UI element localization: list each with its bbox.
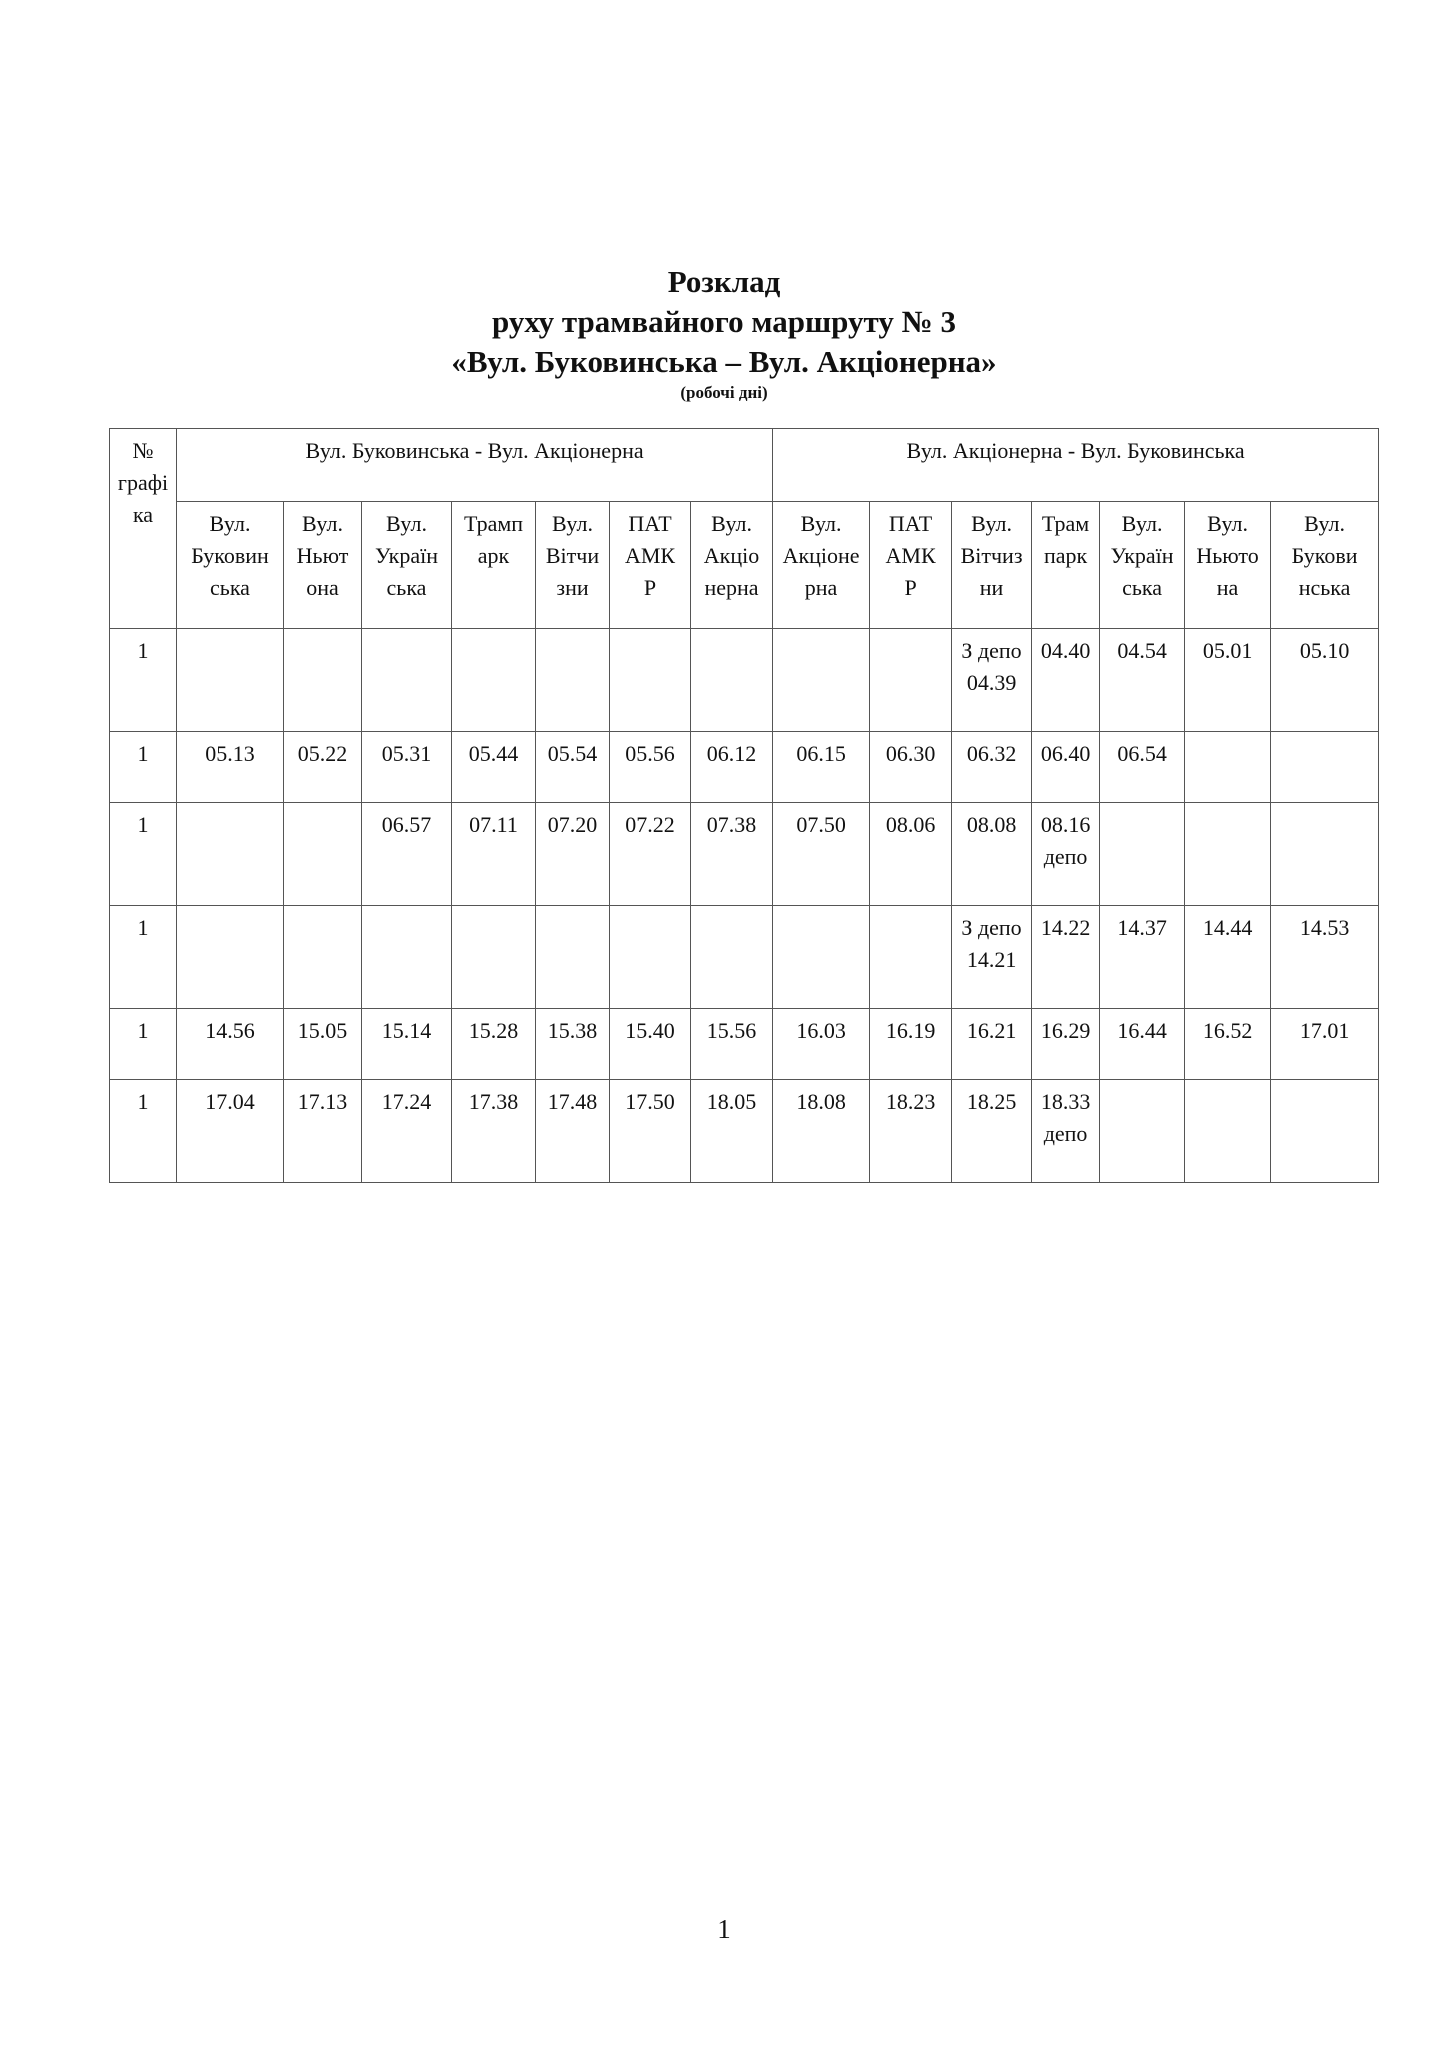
stop-name-line: ни: [979, 575, 1004, 600]
time-cell: 06.57: [362, 803, 452, 906]
time-cell: 17.38: [452, 1080, 536, 1183]
schedule-number-cell: 1: [110, 629, 177, 732]
time-cell: 16.29: [1032, 1009, 1100, 1080]
header-line: графі: [117, 470, 169, 495]
stop-name-line: ПАТ: [888, 511, 933, 536]
time-cell: [177, 803, 284, 906]
direction2-stop-header: [1100, 502, 1185, 629]
time-cell: [773, 906, 870, 1009]
stop-name-line: Вул.: [800, 511, 842, 536]
stop-name-line: Вул.: [1304, 511, 1346, 536]
time-cell: 16.19: [870, 1009, 952, 1080]
time-cell: 14.44: [1185, 906, 1271, 1009]
stop-name-line: Вул.: [711, 511, 752, 536]
time-cell: 05.10: [1271, 629, 1379, 732]
stop-name-line: Ньюто: [1196, 543, 1259, 568]
time-cell-line: депо: [1043, 844, 1088, 869]
time-cell: [177, 629, 284, 732]
time-cell: 05.31: [362, 732, 452, 803]
stop-name-line: рна: [804, 575, 838, 600]
time-cell: [870, 629, 952, 732]
page-number: 1: [717, 1914, 731, 1944]
time-cell: 04.54: [1100, 629, 1185, 732]
stop-name-line: Вул.: [1121, 511, 1163, 536]
direction1-stop-header: [691, 502, 773, 629]
direction1-stop-header: [284, 502, 362, 629]
time-cell: 17.13: [284, 1080, 362, 1183]
time-cell: [1032, 1080, 1100, 1183]
time-cell: 17.01: [1271, 1009, 1379, 1080]
time-cell: 16.52: [1185, 1009, 1271, 1080]
time-cell: 17.48: [536, 1080, 610, 1183]
time-cell: 05.56: [610, 732, 691, 803]
stop-name-line: она: [306, 575, 339, 600]
direction1-stop-header: [610, 502, 691, 629]
stop-name-line: Акціоне: [782, 543, 860, 568]
stop-name-line: Україн: [1110, 543, 1174, 568]
time-cell: [536, 629, 610, 732]
time-cell: 08.06: [870, 803, 952, 906]
time-cell: 15.38: [536, 1009, 610, 1080]
time-cell: [870, 906, 952, 1009]
stop-name-line: Букови: [1291, 543, 1358, 568]
stop-name-line: Р: [643, 575, 657, 600]
time-cell: [1271, 803, 1379, 906]
time-cell: [1032, 803, 1100, 906]
time-cell: 17.50: [610, 1080, 691, 1183]
route-endpoints: «Вул. Буковинська – Вул. Акціонерна»: [451, 344, 997, 379]
stop-name-line: зни: [556, 575, 589, 600]
stop-name-line: АМК: [885, 543, 936, 568]
stop-name-line: Вул.: [971, 511, 1013, 536]
stop-name-line: Вул.: [552, 511, 593, 536]
header-line: №: [132, 438, 154, 463]
time-cell-line: 14.21: [966, 947, 1017, 972]
stop-name-line: АМК: [624, 543, 676, 568]
stop-name-line: Вул.: [1207, 511, 1249, 536]
time-cell: 06.30: [870, 732, 952, 803]
stop-name-line: Р: [904, 575, 917, 600]
time-cell: [284, 803, 362, 906]
time-cell: 17.04: [177, 1080, 284, 1183]
time-cell: [610, 906, 691, 1009]
schedule-number-cell: 1: [110, 732, 177, 803]
time-cell: 17.24: [362, 1080, 452, 1183]
time-cell: 16.03: [773, 1009, 870, 1080]
time-cell: [452, 629, 536, 732]
time-cell: 06.12: [691, 732, 773, 803]
time-cell-line: З депо: [961, 638, 1022, 663]
time-cell: [1100, 803, 1185, 906]
time-cell: [1271, 732, 1379, 803]
time-cell: 05.54: [536, 732, 610, 803]
direction1-stop-header: [177, 502, 284, 629]
time-cell: [691, 906, 773, 1009]
time-cell: [536, 906, 610, 1009]
stop-name-line: нерна: [704, 575, 759, 600]
time-cell: [1185, 1080, 1271, 1183]
time-cell: [1185, 732, 1271, 803]
stop-name-line: Буковин: [191, 543, 269, 568]
time-cell: [773, 629, 870, 732]
direction2-stop-header: [870, 502, 952, 629]
time-cell: 15.14: [362, 1009, 452, 1080]
document-title: Розклад: [667, 264, 781, 299]
time-cell: 07.20: [536, 803, 610, 906]
header-line: ка: [132, 502, 154, 527]
table-row: [110, 1009, 1379, 1080]
stop-name-line: Вул.: [302, 511, 343, 536]
time-cell: [284, 629, 362, 732]
time-cell: 14.56: [177, 1009, 284, 1080]
time-cell: [610, 629, 691, 732]
time-cell: 06.32: [952, 732, 1032, 803]
time-cell: [1100, 1080, 1185, 1183]
direction1-header: Вул. Буковинська - Вул. Акціонерна: [177, 429, 773, 502]
schedule-number-cell: 1: [110, 1080, 177, 1183]
stop-name-line: ська: [210, 575, 250, 600]
time-cell: [1271, 1080, 1379, 1183]
schedule-number-cell: 1: [110, 906, 177, 1009]
schedule-number-cell: 1: [110, 803, 177, 906]
time-cell: 15.28: [452, 1009, 536, 1080]
time-cell: [691, 629, 773, 732]
time-cell: 15.05: [284, 1009, 362, 1080]
time-cell: 07.50: [773, 803, 870, 906]
direction2-stop-header: [1185, 502, 1271, 629]
direction2-stop-header: [1032, 502, 1100, 629]
stop-name-line: ська: [1122, 575, 1163, 600]
time-cell: 14.22: [1032, 906, 1100, 1009]
time-cell: 05.01: [1185, 629, 1271, 732]
schedule-days: (робочі дні): [680, 383, 768, 402]
schedule-number-header: [110, 429, 177, 629]
stop-name-line: Трамп: [463, 511, 524, 536]
stop-name-line: ська: [386, 575, 427, 600]
title-block: [0, 262, 1448, 404]
time-cell: 18.25: [952, 1080, 1032, 1183]
stop-name-line: Вітчиз: [960, 543, 1023, 568]
time-cell-line: З депо: [961, 915, 1022, 940]
time-cell: [284, 906, 362, 1009]
time-cell: 06.54: [1100, 732, 1185, 803]
stop-name-line: ПАТ: [628, 511, 672, 536]
table-row: [110, 906, 1379, 1009]
time-cell-line: 18.33: [1040, 1089, 1091, 1114]
stop-name-line: на: [1216, 575, 1239, 600]
direction1-stop-header: [452, 502, 536, 629]
time-cell-line: 04.39: [966, 670, 1017, 695]
time-cell: [452, 906, 536, 1009]
table-row: [110, 803, 1379, 906]
direction1-stop-header: [362, 502, 452, 629]
direction2-stop-header: [952, 502, 1032, 629]
route-description: руху трамвайного маршруту № 3: [491, 304, 956, 339]
time-cell: 07.38: [691, 803, 773, 906]
stop-name-line: Ньют: [296, 543, 349, 568]
stop-name-line: парк: [1043, 543, 1088, 568]
stop-name-line: Вул.: [209, 511, 251, 536]
table-row: [110, 732, 1379, 803]
time-cell: [952, 906, 1032, 1009]
time-cell: [1185, 803, 1271, 906]
time-cell: 06.40: [1032, 732, 1100, 803]
direction1-stop-header: [536, 502, 610, 629]
time-cell: 14.53: [1271, 906, 1379, 1009]
direction2-header: Вул. Акціонерна - Вул. Буковинська: [773, 429, 1379, 502]
stop-name-line: Трам: [1041, 511, 1090, 536]
time-cell: 18.08: [773, 1080, 870, 1183]
schedule-table: [109, 428, 1379, 1183]
time-cell: 14.37: [1100, 906, 1185, 1009]
time-cell: 16.44: [1100, 1009, 1185, 1080]
time-cell: 05.13: [177, 732, 284, 803]
direction2-stop-header: [1271, 502, 1379, 629]
stop-name-line: нська: [1298, 575, 1351, 600]
time-cell: 04.40: [1032, 629, 1100, 732]
table-row: [110, 629, 1379, 732]
time-cell: 15.56: [691, 1009, 773, 1080]
time-cell: 05.22: [284, 732, 362, 803]
time-cell-line: 08.16: [1040, 812, 1091, 837]
time-cell: 07.11: [452, 803, 536, 906]
time-cell: 06.15: [773, 732, 870, 803]
time-cell: 18.05: [691, 1080, 773, 1183]
time-cell: 05.44: [452, 732, 536, 803]
stop-name-line: Україн: [375, 543, 438, 568]
time-cell: 18.23: [870, 1080, 952, 1183]
time-cell: [362, 906, 452, 1009]
stop-name-line: Акціо: [703, 543, 760, 568]
time-cell-line: депо: [1043, 1121, 1088, 1146]
time-cell: 16.21: [952, 1009, 1032, 1080]
table-row: [110, 1080, 1379, 1183]
stop-name-line: Вул.: [386, 511, 427, 536]
time-cell: 08.08: [952, 803, 1032, 906]
stop-name-line: Вітчи: [545, 543, 600, 568]
time-cell: [952, 629, 1032, 732]
time-cell: [362, 629, 452, 732]
time-cell: 15.40: [610, 1009, 691, 1080]
stop-name-line: арк: [477, 543, 510, 568]
time-cell: 07.22: [610, 803, 691, 906]
direction2-stop-header: [773, 502, 870, 629]
schedule-number-cell: 1: [110, 1009, 177, 1080]
time-cell: [177, 906, 284, 1009]
